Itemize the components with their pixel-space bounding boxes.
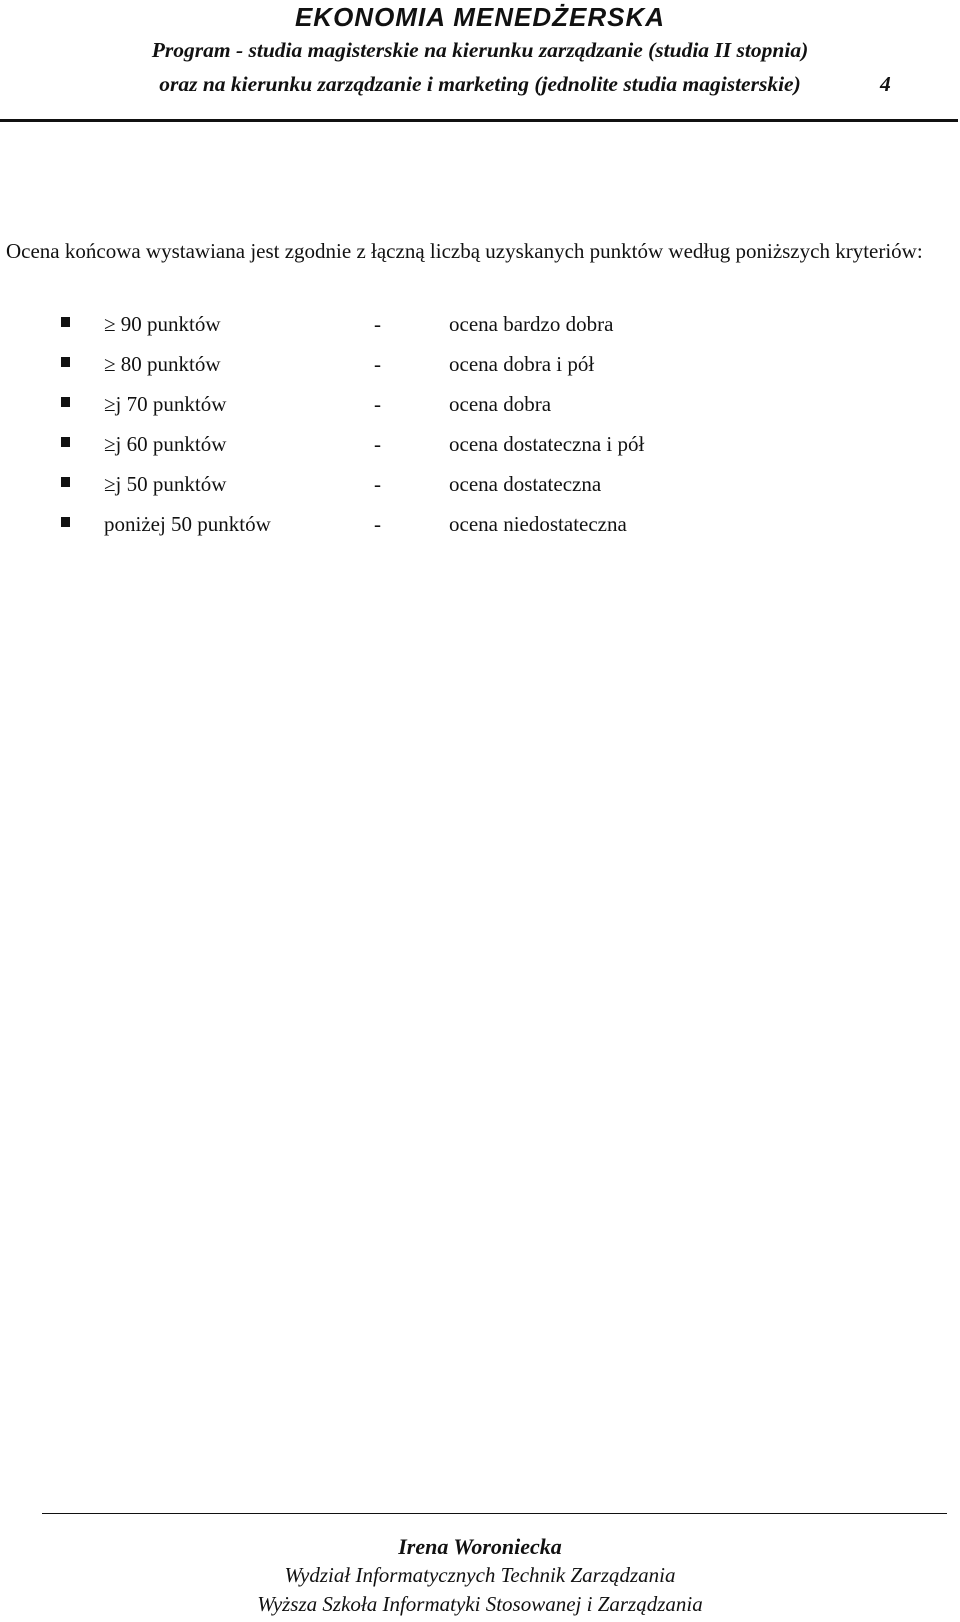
criteria-grade: ocena niedostateczna xyxy=(449,512,627,536)
square-bullet-icon xyxy=(61,437,70,447)
criteria-dash: - xyxy=(374,392,381,416)
footer-faculty: Wydział Informatycznych Technik Zarządzania xyxy=(284,1563,676,1587)
criteria-threshold: ≥j 60 punktów xyxy=(104,432,227,456)
square-bullet-icon xyxy=(61,357,70,367)
criteria-item xyxy=(0,432,960,472)
criteria-item xyxy=(0,472,960,512)
page-number: 4 xyxy=(880,72,891,96)
criteria-item xyxy=(0,352,960,392)
footer-school: Wyższa Szkoła Informatyki Stosowanej i Zarządzania xyxy=(257,1592,703,1616)
criteria-grade: ocena dobra i pół xyxy=(449,352,595,376)
program-subtitle-line1: Program - studia magisterskie na kierunku zarządzanie (studia II stopnia) xyxy=(151,38,809,62)
criteria-dash: - xyxy=(374,472,381,496)
criteria-threshold: poniżej 50 punktów xyxy=(104,512,271,536)
criteria-dash: - xyxy=(374,512,381,536)
criteria-dash: - xyxy=(374,352,381,376)
criteria-threshold: ≥ 90 punktów xyxy=(104,312,221,336)
program-subtitle-line2: oraz na kierunku zarządzanie i marketing (jednolite studia magisterskie) xyxy=(159,72,801,96)
footer-divider xyxy=(42,1513,947,1514)
footer-author: Irena Woroniecka xyxy=(398,1534,562,1559)
criteria-dash: - xyxy=(374,312,381,336)
criteria-item xyxy=(0,312,960,352)
criteria-grade: ocena bardzo dobra xyxy=(449,312,614,336)
square-bullet-icon xyxy=(61,477,70,487)
criteria-grade: ocena dobra xyxy=(449,392,552,416)
header-divider xyxy=(0,119,958,122)
criteria-grade: ocena dostateczna i pół xyxy=(449,432,645,456)
square-bullet-icon xyxy=(61,517,70,527)
intro-paragraph: Ocena końcowa wystawiana jest zgodnie z łączną liczbą uzyskanych punktów według poniższych kryteriów: xyxy=(6,239,923,263)
course-title: EKONOMIA MENEDŻERSKA xyxy=(294,2,666,32)
criteria-threshold: ≥j 50 punktów xyxy=(104,472,227,496)
square-bullet-icon xyxy=(61,317,70,327)
square-bullet-icon xyxy=(61,397,70,407)
criteria-threshold: ≥j 70 punktów xyxy=(104,392,227,416)
criteria-grade: ocena dostateczna xyxy=(449,472,602,496)
criteria-threshold: ≥ 80 punktów xyxy=(104,352,221,376)
criteria-dash: - xyxy=(374,432,381,456)
criteria-item xyxy=(0,392,960,432)
criteria-item xyxy=(0,512,960,552)
